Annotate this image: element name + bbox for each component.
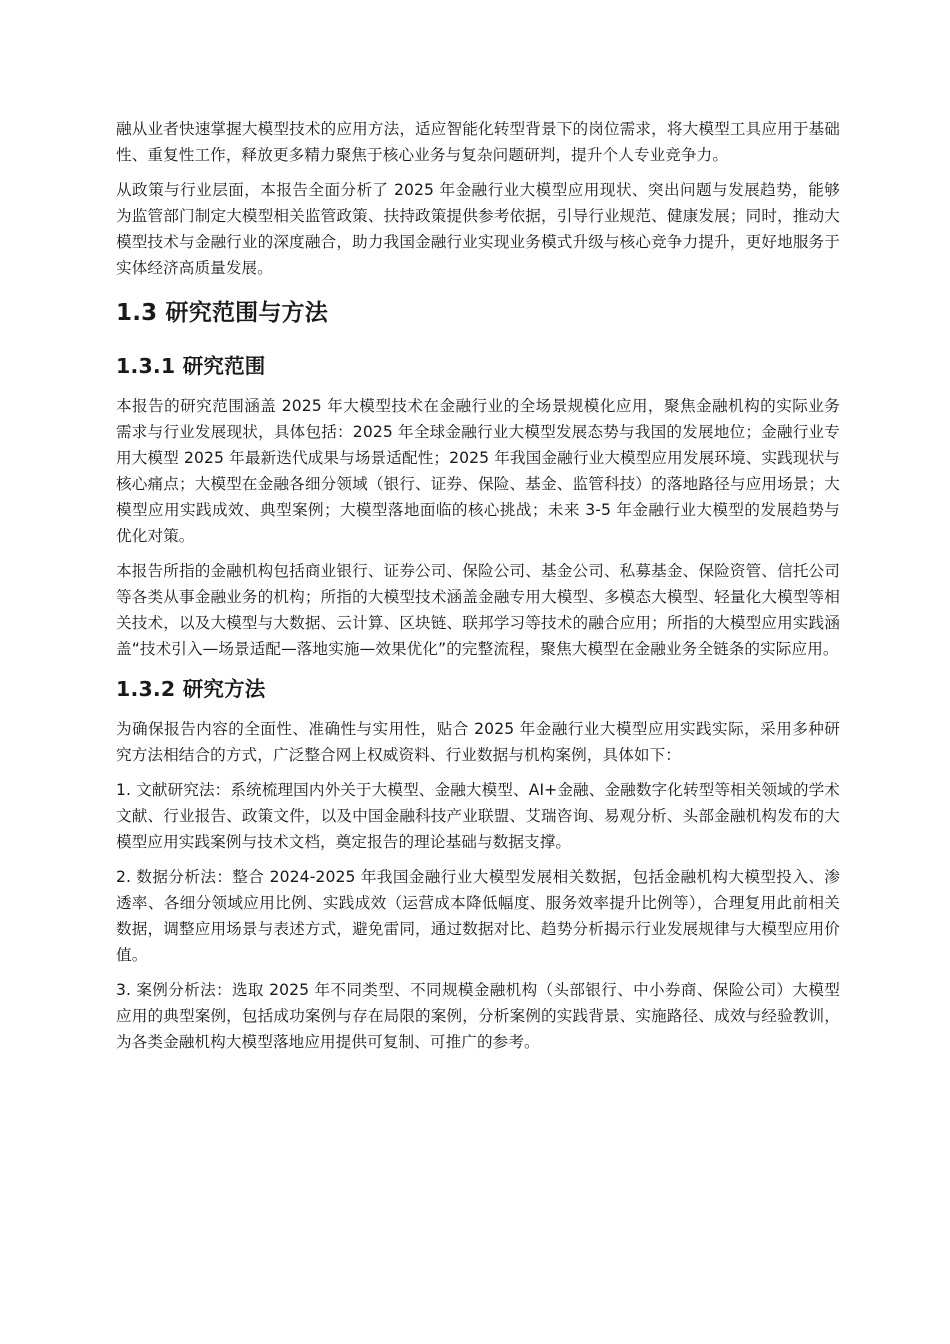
method-item-data-analysis: 2. 数据分析法：整合 2024-2025 年我国金融行业大模型发展相关数据，包括金融机构大模型投入、渗透率、各细分领域应用比例、实践成效（运营成本降低幅度、服务效率提升比例等），合理复用此前相关数据，调整应用场景与表述方式，避免雷同，通过数据对比、趋势分析揭示行业发展规律与大模型应用价值。 <box>116 868 840 964</box>
section-heading-1-3: 1.3 研究范围与方法 <box>116 300 328 326</box>
intro-paragraph-2: 从政策与行业层面，本报告全面分析了 2025 年金融行业大模型应用现状、突出问题与发展趋势，能够为监管部门制定大模型相关监管政策、扶持政策提供参考依据，引导行业规范、健康发展；同时，推动大模型技术与金融行业的深度融合，助力我国金融行业实现业务模式升级与核心竞争力提升，更好地服务于实体经济高质量发展。 <box>116 181 840 277</box>
intro-paragraph-1: 融从业者快速掌握大模型技术的应用方法，适应智能化转型背景下的岗位需求，将大模型工具应用于基础性、重复性工作，释放更多精力聚焦于核心业务与复杂问题研判，提升个人专业竞争力。 <box>116 120 840 164</box>
section-heading-1-3-1: 1.3.1 研究范围 <box>116 354 266 378</box>
document-body <box>116 116 840 1064</box>
method-item-case-analysis: 3. 案例分析法：选取 2025 年不同类型、不同规模金融机构（头部银行、中小券商、保险公司）大模型应用的典型案例，包括成功案例与存在局限的案例，分析案例的实践背景、实施路径、成效与经验教训，为各类金融机构大模型落地应用提供可复制、可推广的参考。 <box>116 981 840 1051</box>
method-paragraph-intro: 为确保报告内容的全面性、准确性与实用性，贴合 2025 年金融行业大模型应用实践实际，采用多种研究方法相结合的方式，广泛整合网上权威资料、行业数据与机构案例，具体如下： <box>116 720 840 764</box>
method-item-literature: 1. 文献研究法：系统梳理国内外关于大模型、金融大模型、AI+金融、金融数字化转型等相关领域的学术文献、行业报告、政策文件，以及中国金融科技产业联盟、艾瑞咨询、易观分析、头部金融机构发布的大模型应用实践案例与技术文档，奠定报告的理论基础与数据支撑。 <box>116 781 840 851</box>
scope-paragraph-1: 本报告的研究范围涵盖 2025 年大模型技术在金融行业的全场景规模化应用，聚焦金融机构的实际业务需求与行业发展现状，具体包括：2025 年全球金融行业大模型发展态势与我国的发展地位；金融行业专用大模型 2025 年最新迭代成果与场景适配性；2025 年我国金融行业大模型应用发展环境、实践现状与核心痛点；大模型在金融各细分领域（银行、证券、保险、基金、监管科技）的落地路径与应用场景；大模型应用实践成效、典型案例；大模型落地面临的核心挑战；未来 3-5 年金融行业大模型的发展趋势与优化对策。 <box>116 397 840 545</box>
scope-paragraph-2: 本报告所指的金融机构包括商业银行、证券公司、保险公司、基金公司、私募基金、保险资管、信托公司等各类从事金融业务的机构；所指的大模型技术涵盖金融专用大模型、多模态大模型、轻量化大模型等相关技术，以及大模型与大数据、云计算、区块链、联邦学习等技术的融合应用；所指的大模型应用实践涵盖“技术引入—场景适配—落地实施—效果优化”的完整流程，聚焦大模型在金融业务全链条的实际应用。 <box>116 562 840 658</box>
section-heading-1-3-2: 1.3.2 研究方法 <box>116 677 266 701</box>
